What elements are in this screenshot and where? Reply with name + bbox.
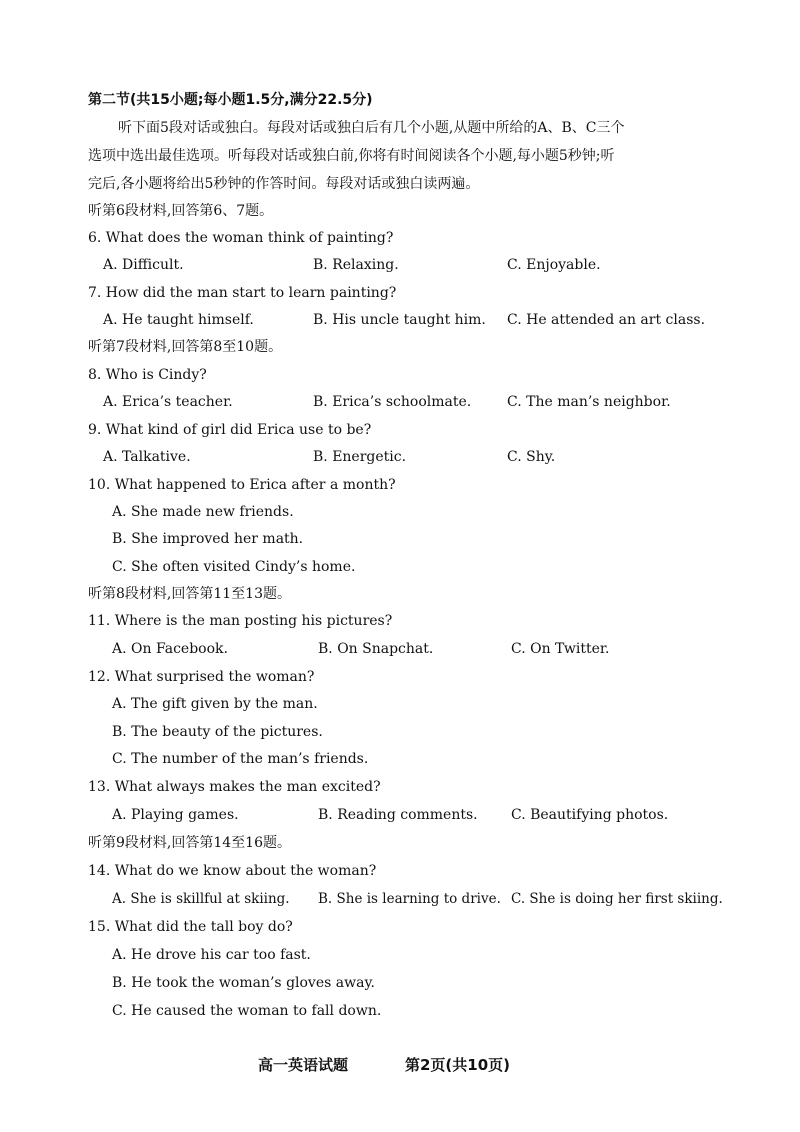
question-11-option-c: C. On Twitter. <box>511 641 610 657</box>
question-14-option-a: A. She is skillful at skiing. <box>112 891 290 907</box>
question-13-option-c: C. Beautifying photos. <box>511 807 669 823</box>
question-6-option-a: A. Difficult. <box>103 257 184 273</box>
question-13: 13. What always makes the man excited? <box>88 779 381 795</box>
material-7-label: 听第7段材料,回答第8至10题。 <box>88 339 283 355</box>
intro-line-2: 选项中选出最佳选项。听每段对话或独白前,你将有时间阅读各个小题,每小题5秒钟;听 <box>88 148 615 164</box>
question-12-option-b: B. The beauty of the pictures. <box>112 724 323 740</box>
question-8-option-c: C. The man’s neighbor. <box>507 394 671 410</box>
question-6: 6. What does the woman think of painting? <box>88 230 394 246</box>
question-7-option-b: B. His uncle taught him. <box>313 312 486 328</box>
question-6-option-c: C. Enjoyable. <box>507 257 601 273</box>
question-15-option-c: C. He caused the woman to fall down. <box>112 1003 382 1019</box>
question-11: 11. Where is the man posting his pictures? <box>88 613 393 629</box>
footer-title: 高一英语试题 <box>258 1056 349 1074</box>
question-14-option-c: C. She is doing her first skiing. <box>511 891 723 907</box>
question-15-option-a: A. He drove his car too fast. <box>112 947 311 963</box>
question-15: 15. What did the tall boy do? <box>88 919 293 935</box>
material-6-label: 听第6段材料,回答第6、7题。 <box>88 203 274 219</box>
intro-line-3: 完后,各小题将给出5秒钟的作答时间。每段对话或独白读两遍。 <box>88 176 480 192</box>
material-9-label: 听第9段材料,回答第14至16题。 <box>88 835 291 851</box>
question-10: 10. What happened to Erica after a month? <box>88 477 396 493</box>
question-7-option-c: C. He attended an art class. <box>507 312 706 328</box>
question-12-option-c: C. The number of the man’s friends. <box>112 751 369 767</box>
question-11-option-a: A. On Facebook. <box>112 641 228 657</box>
question-11-option-b: B. On Snapchat. <box>318 641 434 657</box>
question-15-option-b: B. He took the woman’s gloves away. <box>112 975 375 991</box>
question-8: 8. Who is Cindy? <box>88 367 207 383</box>
question-10-option-a: A. She made new friends. <box>112 504 294 520</box>
question-8-option-b: B. Erica’s schoolmate. <box>313 394 472 410</box>
question-10-option-c: C. She often visited Cindy’s home. <box>112 559 356 575</box>
question-14: 14. What do we know about the woman? <box>88 863 377 879</box>
question-9-option-a: A. Talkative. <box>103 449 191 465</box>
question-9-option-c: C. Shy. <box>507 449 556 465</box>
question-9: 9. What kind of girl did Erica use to be? <box>88 422 372 438</box>
question-12-option-a: A. The gift given by the man. <box>112 696 318 712</box>
question-8-option-a: A. Erica’s teacher. <box>103 394 233 410</box>
question-13-option-b: B. Reading comments. <box>318 807 478 823</box>
question-7: 7. How did the man start to learn painting? <box>88 285 397 301</box>
question-12: 12. What surprised the woman? <box>88 669 315 685</box>
material-8-label: 听第8段材料,回答第11至13题。 <box>88 586 291 602</box>
question-13-option-a: A. Playing games. <box>112 807 239 823</box>
question-14-option-b: B. She is learning to drive. <box>318 891 501 907</box>
intro-line-1: 听下面5段对话或独白。每段对话或独白后有几个小题,从题中所给的A、B、C三个 <box>118 120 625 136</box>
footer-page-number: 第2页(共10页) <box>405 1056 511 1074</box>
question-7-option-a: A. He taught himself. <box>103 312 254 328</box>
question-6-option-b: B. Relaxing. <box>313 257 399 273</box>
question-9-option-b: B. Energetic. <box>313 449 407 465</box>
section-heading: 第二节(共15小题;每小题1.5分,满分22.5分) <box>88 92 373 108</box>
question-10-option-b: B. She improved her math. <box>112 531 304 547</box>
